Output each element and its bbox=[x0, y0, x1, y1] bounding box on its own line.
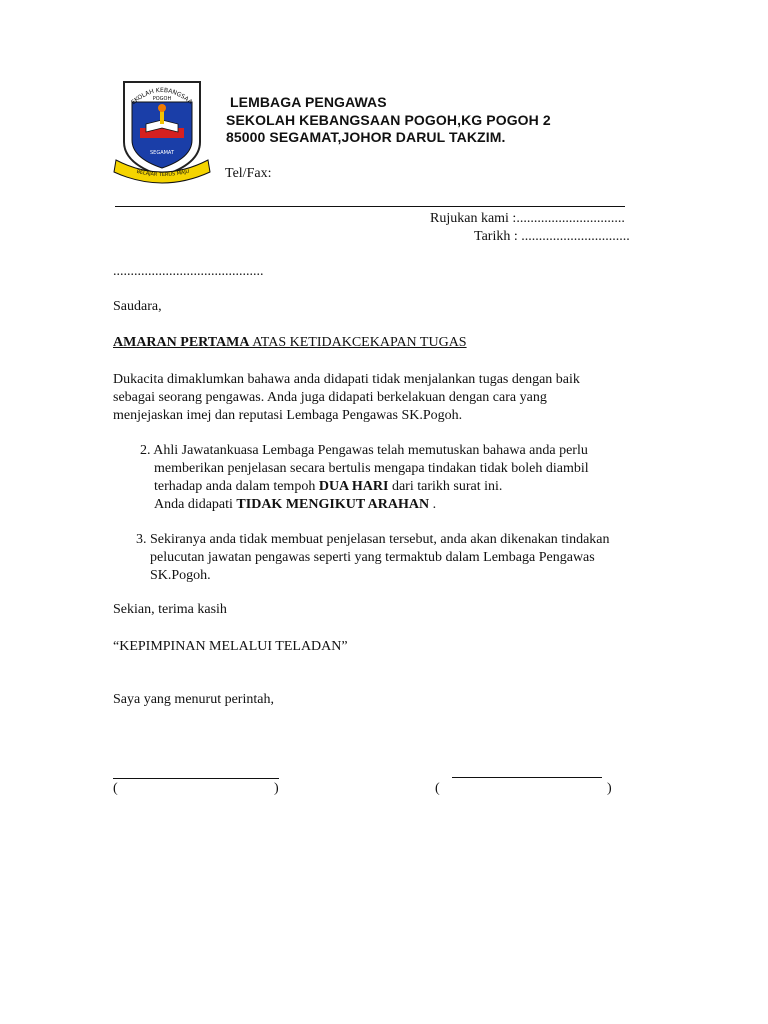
logo-place-text: SEGAMAT bbox=[149, 150, 175, 156]
signature-close-left: ) bbox=[274, 781, 279, 796]
letterhead-school: SEKOLAH KEBANGSAAN POGOH,KG POGOH 2 bbox=[226, 112, 551, 128]
header-rule bbox=[115, 206, 625, 207]
signature-open-right: ( bbox=[435, 781, 440, 796]
letterhead-telfax: Tel/Fax: bbox=[225, 166, 272, 181]
closing: Sekian, terima kasih bbox=[113, 602, 227, 617]
paragraph-1-line: Dukacita dimaklumkan bahawa anda didapati tidak menjalankan tugas dengan baik bbox=[113, 372, 580, 387]
salutation: Saudara, bbox=[113, 299, 162, 314]
subject-line bbox=[113, 335, 467, 351]
paragraph-2-line: Anda didapati TIDAK MENGIKUT ARAHAN . bbox=[154, 497, 437, 512]
paragraph-3-line: pelucutan jawatan pengawas seperti yang termaktub dalam Lembaga Pengawas bbox=[150, 550, 595, 565]
logo-motto-text: BELAJAR TERUS MAJU bbox=[135, 168, 191, 179]
paragraph-1-line: menjejaskan imej dan reputasi Lembaga Pengawas SK.Pogoh. bbox=[113, 408, 463, 423]
paragraph-1-line: sebagai seorang pengawas. Anda juga didapati berkelakuan dengan cara yang bbox=[113, 390, 547, 405]
signature-line-left bbox=[113, 778, 279, 779]
signature-line-right bbox=[452, 777, 602, 778]
letterhead-address: 85000 SEGAMAT,JOHOR DARUL TAKZIM. bbox=[226, 129, 506, 145]
rujukan-kami: Rujukan kami :............................... bbox=[430, 211, 625, 226]
school-logo bbox=[110, 72, 214, 188]
paragraph-1 bbox=[113, 371, 580, 425]
signature-close-right: ) bbox=[607, 781, 612, 796]
logo-arc-text: EKOLAH KEBANGSAA bbox=[130, 86, 194, 107]
motto-quote: “KEPIMPINAN MELALUI TELADAN” bbox=[113, 639, 348, 654]
paragraph-2-line: memberikan penjelasan secara bertulis mengapa tindakan tidak boleh diambil bbox=[154, 461, 589, 476]
signoff: Saya yang menurut perintah, bbox=[113, 692, 274, 707]
tarikh: Tarikh : ............................... bbox=[474, 229, 630, 244]
paragraph-3 bbox=[136, 531, 610, 585]
subject-bold: AMARAN PERTAMA bbox=[113, 335, 250, 350]
paragraph-3-line: SK.Pogoh. bbox=[150, 568, 211, 583]
paragraph-3-line: 3. Sekiranya anda tidak membuat penjelasan tersebut, anda akan dikenakan tindakan bbox=[136, 532, 610, 547]
signature-open-left: ( bbox=[113, 781, 118, 796]
logo-name-text: POGOH bbox=[152, 96, 172, 102]
letterhead-org: LEMBAGA PENGAWAS bbox=[230, 94, 387, 110]
recipient-line: ........................................... bbox=[113, 264, 264, 279]
paragraph-2-line: terhadap anda dalam tempoh DUA HARI dari tarikh surat ini. bbox=[154, 479, 503, 494]
paragraph-2 bbox=[140, 442, 589, 514]
subject-rest: ATAS KETIDAKCEKAPAN TUGAS bbox=[249, 335, 467, 350]
paragraph-2-line: 2. Ahli Jawatankuasa Lembaga Pengawas telah memutuskan bahawa anda perlu bbox=[140, 443, 588, 458]
